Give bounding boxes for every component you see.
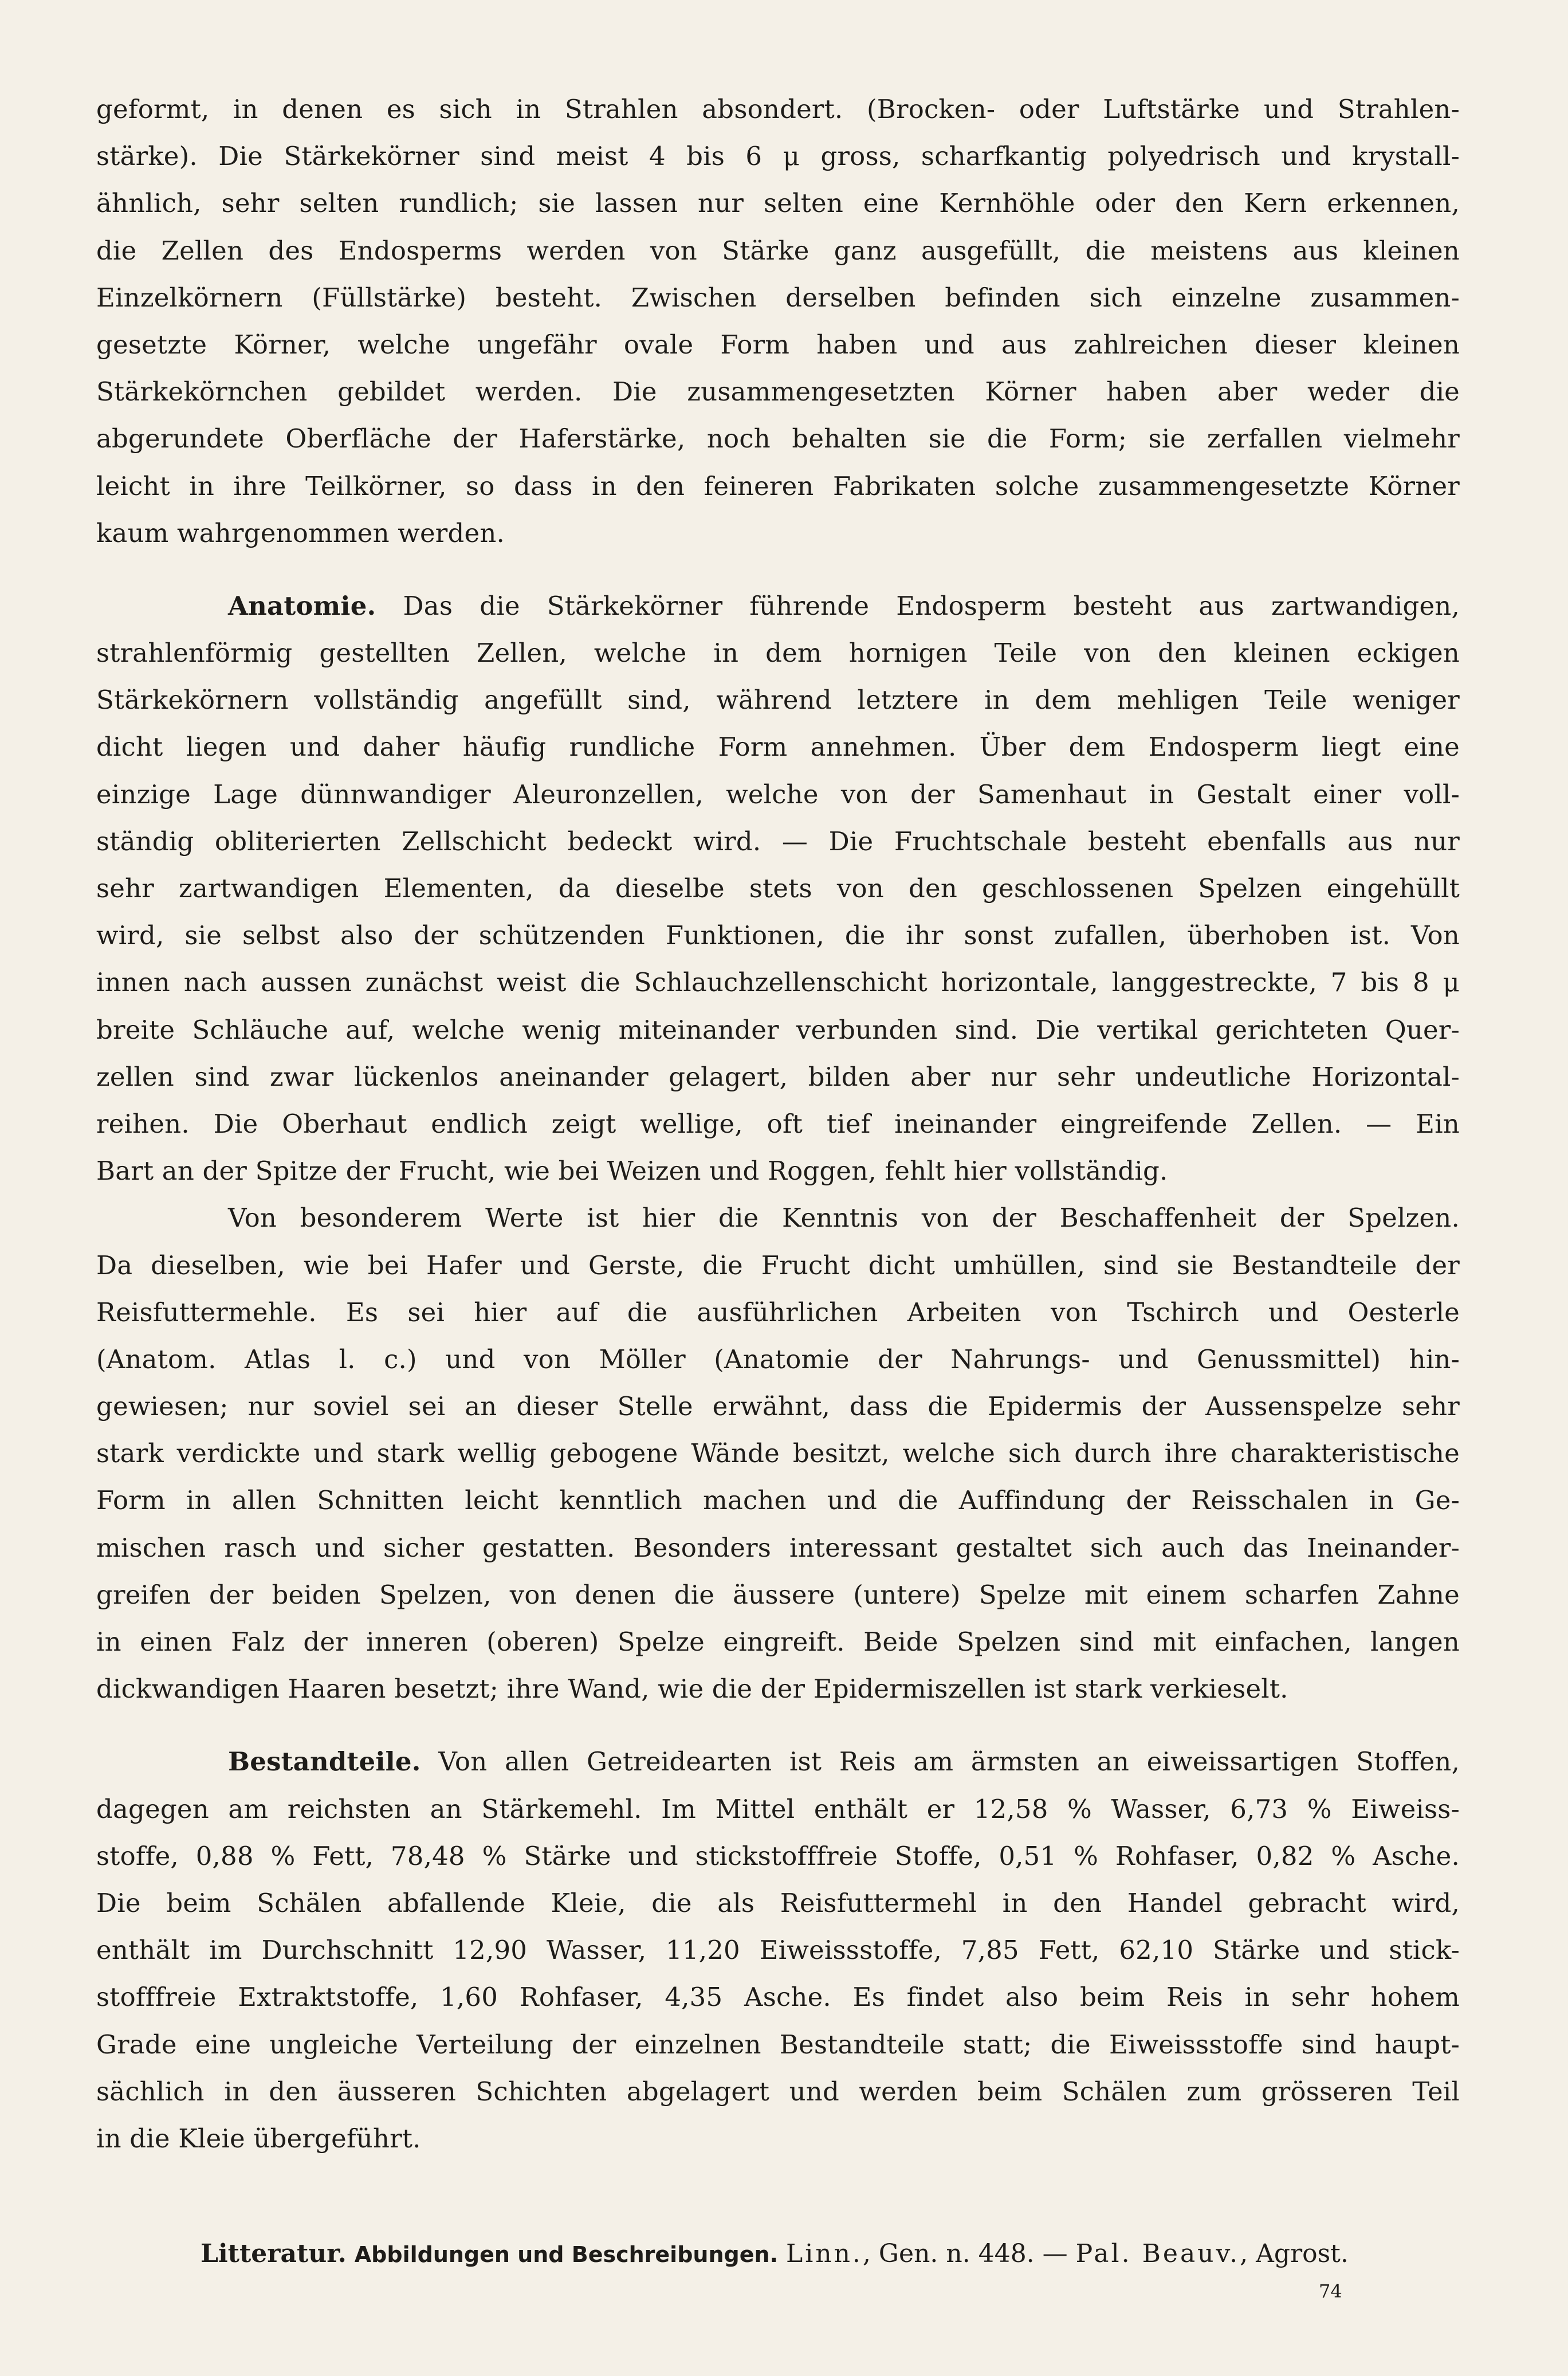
text-line: gewiesen; nur soviel sei an dieser Stelle erwähnt, dass die Epidermis der Aussenspelze sehr [96, 1391, 1460, 1422]
text-line: in die Kleie übergeführt. [96, 2123, 421, 2154]
literature-subheading: Abbildungen und Beschreibungen. [354, 2242, 778, 2267]
text-line: dickwandigen Haaren besetzt; ihre Wand, wie die der Epidermiszellen ist stark verkieselt. [96, 1674, 1288, 1705]
literature-author-beauv: Pal. Beauv. [1075, 2239, 1240, 2268]
text-line [96, 583, 1460, 630]
paragraph-bestandteile [96, 1738, 1460, 2162]
text-segment: Von allen Getreidearten ist Reis am ärmsten an eiweissartigen Stoffen, [438, 1746, 1460, 1777]
text-line: zellen sind zwar lückenlos aneinander gelagert, bilden aber nur sehr undeutliche Horizontal- [96, 1061, 1460, 1092]
text-line: sächlich in den äusseren Schichten abgelagert und werden beim Schälen zum grösseren Teil [96, 2076, 1460, 2107]
text-line: Reisfuttermehle. Es sei hier auf die ausführlichen Arbeiten von Tschirch und Oesterle [96, 1297, 1460, 1328]
literature-author-linn: Linn. [785, 2239, 863, 2268]
text-line: innen nach aussen zunächst weist die Schlauchzellenschicht horizontale, langgestreckte, 7 bis 8 μ [96, 967, 1460, 998]
text-line: Grade eine ungleiche Verteilung der einzelnen Bestandteile statt; die Eiweissstoffe sind haupt- [96, 2029, 1460, 2060]
text-line: abgerundete Oberfläche der Haferstärke, noch behalten sie die Form; sie zerfallen vielmehr [96, 423, 1460, 454]
text-line: Stärkekörnern vollständig angefüllt sind, während letztere in dem mehligen Teile weniger [96, 685, 1460, 716]
text-line: einzige Lage dünnwandiger Aleuronzellen, welche von der Samenhaut in Gestalt einer voll- [96, 779, 1460, 810]
text-line: Da dieselben, wie bei Hafer und Gerste, die Frucht dicht umhüllen, sind sie Bestandteile der [96, 1250, 1460, 1281]
text-line: Einzelkörnern (Füllstärke) besteht. Zwischen derselben befinden sich einzelne zusammen- [96, 282, 1460, 313]
text-line: Stärkekörnchen gebildet werden. Die zusammengesetzten Körner haben aber weder die [96, 376, 1460, 407]
text-line: gesetzte Körner, welche ungefähr ovale Form haben und aus zahlreichen dieser kleinen [96, 329, 1460, 360]
text-line: breite Schläuche auf, welche wenig miteinander verbunden sind. Die vertikal gerichteten Quer- [96, 1014, 1460, 1045]
text-line: strahlenförmig gestellten Zellen, welche in dem hornigen Teile von den kleinen eckigen [96, 638, 1460, 669]
text-line: dicht liegen und daher häufig rundliche Form annehmen. Über dem Endosperm liegt eine [96, 732, 1460, 763]
text-line: geformt, in denen es sich in Strahlen absondert. (Brocken- oder Luftstärke und Strahlen- [96, 94, 1460, 124]
literature-reference: , Gen. n. 448. — [862, 2239, 1068, 2268]
paragraph-starch-description [96, 86, 1460, 557]
text-line: ähnlich, sehr selten rundlich; sie lassen nur selten eine Kernhöhle oder den Kern erkennen, [96, 188, 1460, 219]
text-line: leicht in ihre Teilkörner, so dass in den feineren Fabrikaten solche zusammengesetzte Körner [96, 470, 1460, 501]
text-line: Form in allen Schnitten leicht kenntlich machen und die Auffindung der Reisschalen in Ge- [96, 1485, 1460, 1516]
text-line: stoffe, 0,88 % Fett, 78,48 % Stärke und stickstofffreie Stoffe, 0,51 % Rohfaser, 0,82 % Asche. [96, 1840, 1460, 1871]
text-line: stofffreie Extraktstoffe, 1,60 Rohfaser, 4,35 Asche. Es findet also beim Reis in sehr hohem [96, 1982, 1460, 2013]
text-line: stärke). Die Stärkekörner sind meist 4 bis 6 μ gross, scharfkantig polyedrisch und krystall- [96, 141, 1460, 172]
text-line: die Zellen des Endosperms werden von Stärke ganz ausgefüllt, die meistens aus kleinen [96, 235, 1460, 266]
text-line: reihen. Die Oberhaut endlich zeigt wellige, oft tief ineinander eingreifende Zellen. — Ein [96, 1108, 1460, 1139]
section-heading-bestandteile: Bestandteile. [228, 1746, 421, 1777]
text-line: stark verdickte und stark wellig gebogene Wände besitzt, welche sich durch ihre charakteristische [96, 1438, 1460, 1469]
literature-heading: Litteratur. [201, 2239, 347, 2268]
text-line: Die beim Schälen abfallende Kleie, die als Reisfuttermehl in den Handel gebracht wird, [96, 1887, 1460, 1918]
text-line: wird, sie selbst also der schützenden Funktionen, die ihr sonst zufallen, überhoben ist. Von [96, 920, 1460, 951]
paragraph-anatomie [96, 583, 1460, 1195]
text-line: Bart an der Spitze der Frucht, wie bei Weizen und Roggen, fehlt hier vollständig. [96, 1156, 1168, 1187]
literature-reference-end: , Agrost. [1240, 2239, 1349, 2268]
text-segment: Das die Stärkekörner führende Endosperm besteht aus zartwandigen, [403, 590, 1460, 621]
text-line: greifen der beiden Spelzen, von denen die äussere (untere) Spelze mit einem scharfen Zahne [96, 1579, 1460, 1610]
text-line: in einen Falz der inneren (oberen) Spelze eingreift. Beide Spelzen sind mit einfachen, langen [96, 1627, 1460, 1657]
text-line: enthält im Durchschnitt 12,90 Wasser, 11,20 Eiweissstoffe, 7,85 Fett, 62,10 Stärke und stick- [96, 1935, 1460, 1966]
paragraph-spelzen [96, 1195, 1460, 1713]
section-heading-anatomie: Anatomie. [228, 590, 376, 621]
text-line [96, 1738, 1460, 1785]
text-line: Von besonderem Werte ist hier die Kenntnis von der Beschaffenheit der Spelzen. [228, 1203, 1460, 1234]
literature-line [201, 2239, 1461, 2268]
text-line: mischen rasch und sicher gestatten. Besonders interessant gestaltet sich auch das Ineinander- [96, 1532, 1460, 1563]
text-line: sehr zartwandigen Elementen, da dieselbe stets von den geschlossenen Spelzen eingehüllt [96, 873, 1460, 904]
text-line: kaum wahrgenommen werden. [96, 517, 505, 548]
text-line: (Anatom. Atlas l. c.) und von Möller (Anatomie der Nahrungs- und Genussmittel) hin- [96, 1344, 1460, 1374]
body-text [96, 86, 1460, 2162]
text-line: dagegen am reichsten an Stärkemehl. Im Mittel enthält er 12,58 % Wasser, 6,73 % Eiweiss- [96, 1793, 1460, 1824]
page-number: 74 [1319, 2280, 1342, 2302]
text-line: ständig obliterierten Zellschicht bedeckt wird. — Die Fruchtschale besteht ebenfalls aus nur [96, 826, 1460, 857]
